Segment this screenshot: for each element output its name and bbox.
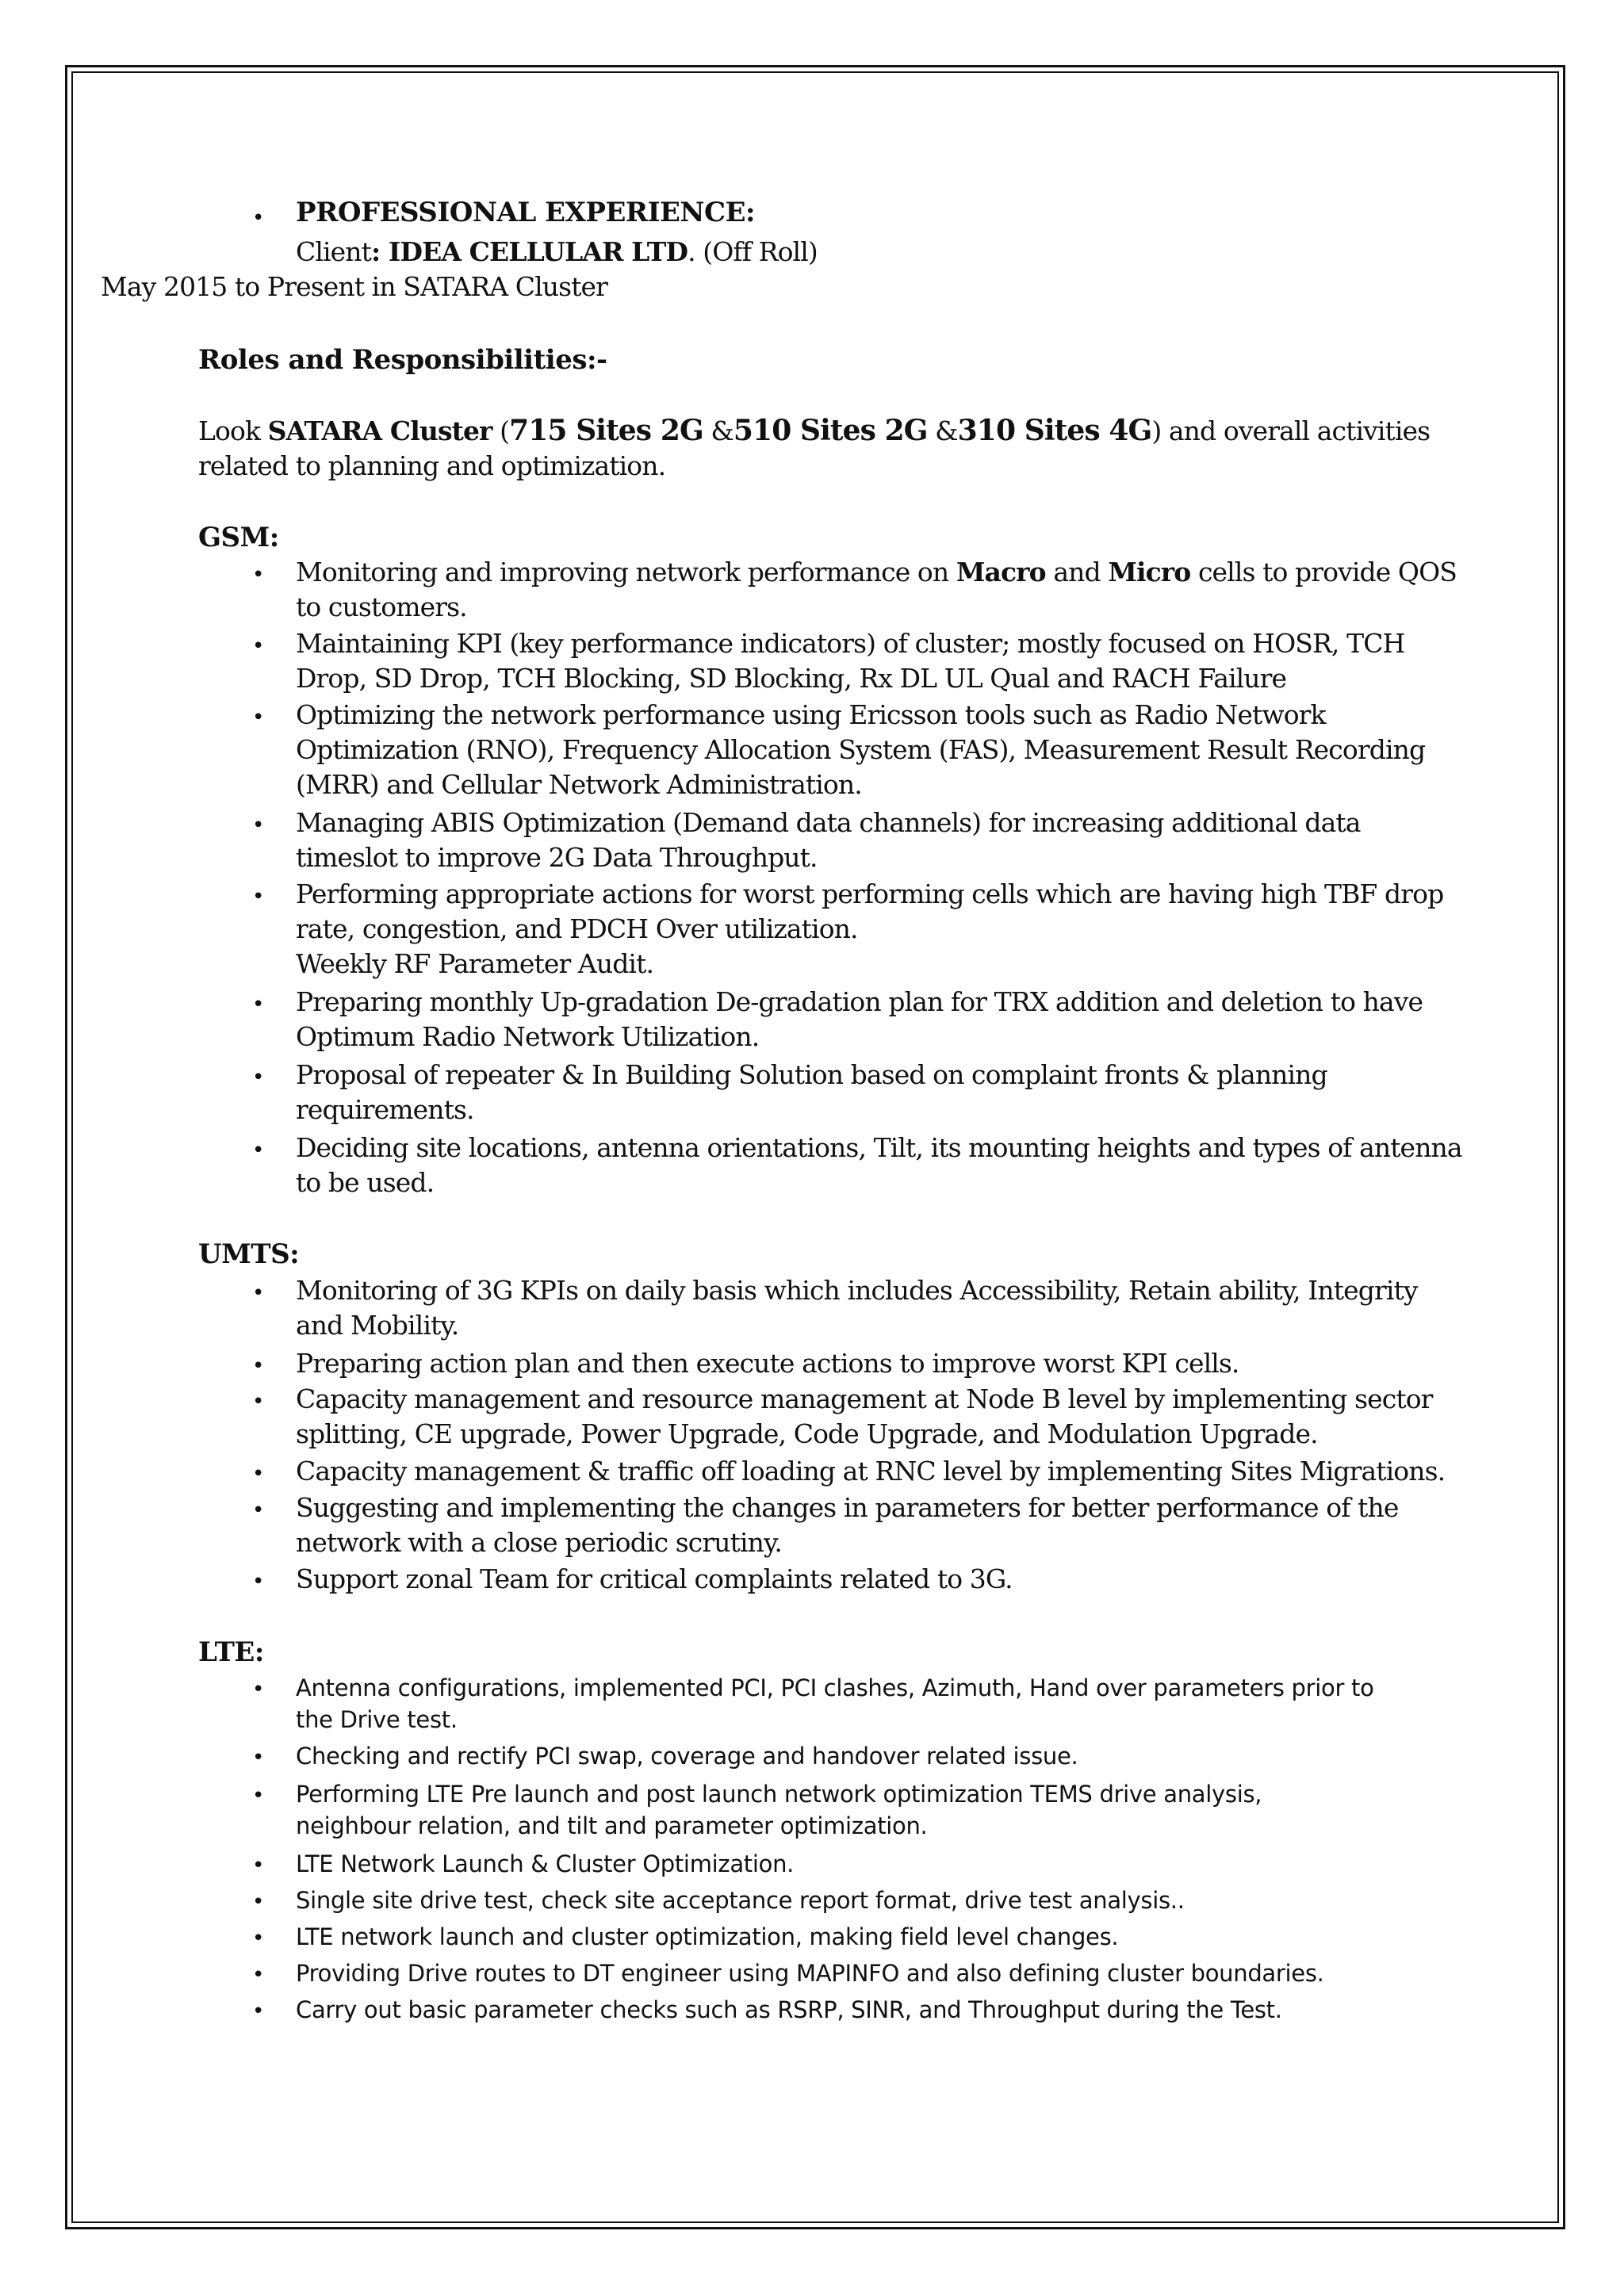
- text: and: [1045, 557, 1109, 587]
- gsm-heading: GSM:: [198, 522, 279, 553]
- umts-heading: UMTS:: [198, 1238, 300, 1270]
- bullet: •: [252, 1354, 264, 1378]
- bullet: •: [252, 634, 264, 658]
- umts-item-5-line1: Suggesting and implementing the changes in parameters for better performance of the: [296, 1492, 1399, 1523]
- bullet: •: [252, 1678, 265, 1701]
- bullet: •: [252, 1462, 264, 1486]
- gsm-item-3-line3: (MRR) and Cellular Network Administration.: [296, 769, 862, 800]
- client-name: : IDEA CELLULAR LTD: [371, 236, 688, 267]
- gsm-item-2-line1: Maintaining KPI (key performance indicators) of cluster; mostly focused on HOSR, TCH: [296, 628, 1405, 659]
- lte-item-6-line1: LTE network launch and cluster optimization, making field level changes.: [296, 1923, 1119, 1950]
- gsm-item-5-line2: rate, congestion, and PDCH Over utilization.: [296, 913, 858, 944]
- bullet: •: [252, 706, 264, 729]
- umts-item-4-line1: Capacity management & traffic off loading at RNC level by implementing Sites Migrations.: [296, 1456, 1446, 1487]
- lte-item-1-line2: the Drive test.: [296, 1706, 458, 1733]
- umts-item-6-line1: Support zonal Team for critical complaints related to 3G.: [296, 1563, 1013, 1594]
- roles-amp-1: &: [703, 415, 733, 446]
- gsm-item-7-line1: Proposal of repeater & In Building Solution based on complaint fronts & planning: [296, 1059, 1327, 1090]
- gsm-item-8-line1: Deciding site locations, antenna orientations, Tilt, its mounting heights and types of antenna: [296, 1132, 1462, 1163]
- roles-look-prefix: Look: [198, 415, 268, 446]
- sites-2g-b: 510 Sites 2G: [733, 414, 928, 447]
- bullet: •: [252, 1963, 265, 1987]
- gsm-item-3-line2: Optimization (RNO), Frequency Allocation System (FAS), Measurement Result Recording: [296, 734, 1426, 765]
- roles-amp-2: &: [927, 415, 958, 446]
- micro-term: Micro: [1108, 557, 1191, 587]
- bullet: •: [252, 1999, 265, 2023]
- bullet: •: [252, 1498, 264, 1522]
- gsm-item-1-line2: to customers.: [296, 591, 467, 622]
- umts-item-1-line2: and Mobility.: [296, 1310, 459, 1341]
- bullet: •: [252, 1927, 265, 1950]
- text: Monitoring and improving network performance on: [296, 557, 956, 587]
- bullet: •: [252, 1746, 265, 1770]
- bullet: •: [252, 993, 264, 1016]
- umts-item-3-line1: Capacity management and resource management at Node B level by implementing sector: [296, 1383, 1433, 1414]
- bullet: •: [252, 1066, 264, 1089]
- gsm-item-3-line1: Optimizing the network performance using Ericsson tools such as Radio Network: [296, 699, 1326, 730]
- gsm-item-2-line2: Drop, SD Drop, TCH Blocking, SD Blocking, Rx DL UL Qual and RACH Failure: [296, 663, 1287, 694]
- gsm-item-5-line1: Performing appropriate actions for worst performing cells which are having high TBF drop: [296, 878, 1444, 909]
- bullet: •: [252, 1570, 264, 1594]
- gsm-item-4-line1: Managing ABIS Optimization (Demand data channels) for increasing additional data: [296, 807, 1361, 838]
- client-label: Client: [296, 236, 372, 267]
- lte-item-4-line1: LTE Network Launch & Cluster Optimization.: [296, 1850, 795, 1877]
- lte-item-1-line1: Antenna configurations, implemented PCI, PCI clashes, Azimuth, Hand over parameters prior to: [296, 1674, 1374, 1701]
- gsm-item-1-line1: [296, 557, 1457, 587]
- sites-4g: 310 Sites 4G: [957, 414, 1152, 447]
- lte-item-7-line1: Providing Drive routes to DT engineer using MAPINFO and also defining cluster boundaries.: [296, 1960, 1324, 1987]
- roles-paren-close: ) and overall activities: [1151, 415, 1431, 446]
- gsm-item-8-line2: to be used.: [296, 1167, 435, 1198]
- umts-item-3-line2: splitting, CE upgrade, Power Upgrade, Code Upgrade, and Modulation Upgrade.: [296, 1418, 1318, 1449]
- bullet: •: [252, 206, 265, 230]
- section-title: PROFESSIONAL EXPERIENCE:: [296, 197, 756, 228]
- cluster-name: SATARA Cluster: [267, 415, 492, 446]
- macro-term: Macro: [956, 557, 1046, 587]
- bullet: •: [252, 563, 264, 587]
- lte-item-3-line1: Performing LTE Pre launch and post launch network optimization TEMS drive analysis,: [296, 1781, 1262, 1808]
- lte-item-8-line1: Carry out basic parameter checks such as RSRP, SINR, and Throughput during the Test.: [296, 1996, 1282, 2023]
- bullet: •: [252, 1281, 264, 1305]
- gsm-item-5-line3: Weekly RF Parameter Audit.: [296, 948, 654, 979]
- bullet: •: [252, 1854, 265, 1877]
- roles-heading: Roles and Responsibilities:-: [198, 344, 607, 376]
- bullet: •: [252, 1890, 265, 1914]
- client-suffix: . (Off Roll): [688, 236, 818, 267]
- employment-period: May 2015 to Present in SATARA Cluster: [101, 271, 608, 302]
- bullet: •: [252, 813, 264, 837]
- bullet: •: [252, 885, 264, 909]
- roles-summary-line1: [198, 414, 1430, 447]
- bullet: •: [252, 1390, 264, 1414]
- client-line: [296, 236, 818, 267]
- text: cells to provide QOS: [1190, 557, 1457, 587]
- gsm-item-4-line2: timeslot to improve 2G Data Throughput.: [296, 842, 818, 873]
- lte-item-5-line1: Single site drive test, check site acceptance report format, drive test analysis..: [296, 1887, 1185, 1914]
- gsm-item-6-line1: Preparing monthly Up-gradation De-gradation plan for TRX addition and deletion to have: [296, 986, 1423, 1017]
- bullet: •: [252, 1138, 264, 1162]
- roles-paren-open: (: [492, 415, 510, 446]
- roles-summary-line2: related to planning and optimization.: [198, 450, 666, 481]
- umts-item-5-line2: network with a close periodic scrutiny.: [296, 1527, 782, 1558]
- sites-2g-a: 715 Sites 2G: [509, 414, 703, 447]
- bullet: •: [252, 1784, 265, 1808]
- umts-item-2-line1: Preparing action plan and then execute actions to improve worst KPI cells.: [296, 1348, 1239, 1379]
- gsm-item-6-line2: Optimum Radio Network Utilization.: [296, 1021, 760, 1052]
- lte-item-2-line1: Checking and rectify PCI swap, coverage and handover related issue.: [296, 1743, 1078, 1770]
- gsm-item-7-line2: requirements.: [296, 1094, 474, 1125]
- lte-item-3-line2: neighbour relation, and tilt and parameter optimization.: [296, 1812, 928, 1839]
- umts-item-1-line1: Monitoring of 3G KPIs on daily basis which includes Accessibility, Retain ability, Integrity: [296, 1275, 1418, 1306]
- lte-heading: LTE:: [198, 1636, 264, 1668]
